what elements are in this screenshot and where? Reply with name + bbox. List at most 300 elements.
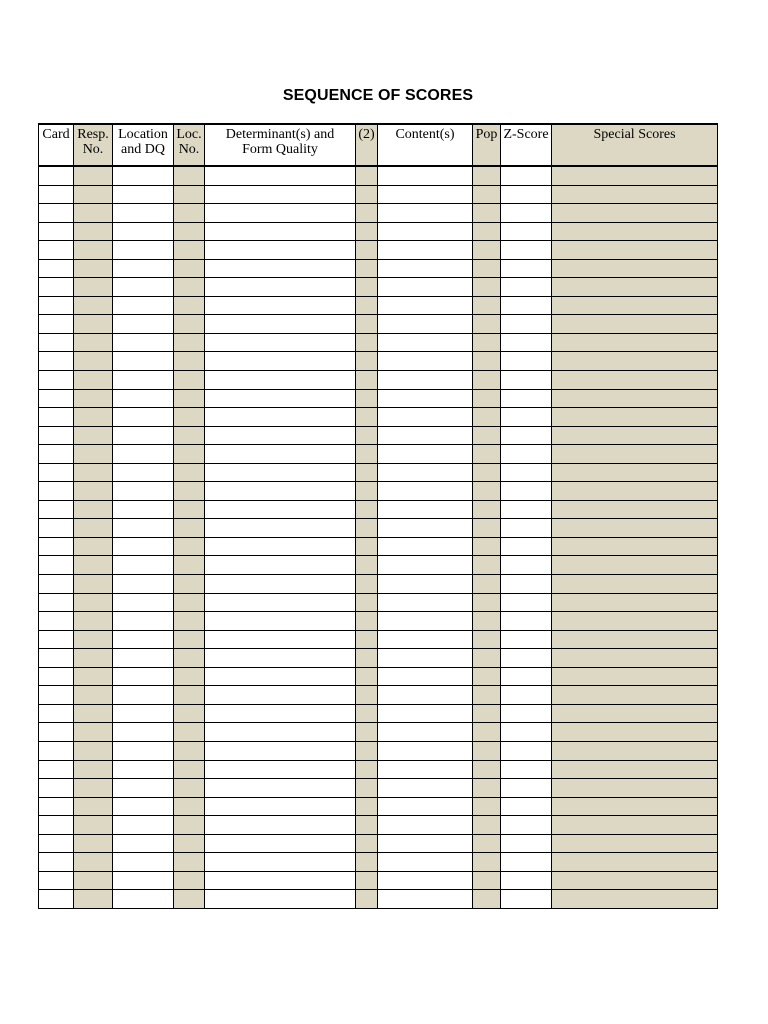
cell-location-dq[interactable] (113, 649, 174, 668)
cell-contents[interactable] (378, 816, 473, 835)
cell-loc-no[interactable] (174, 408, 205, 427)
cell-special-scores[interactable] (552, 185, 718, 204)
cell-determinants[interactable] (205, 630, 356, 649)
cell-loc-no[interactable] (174, 834, 205, 853)
cell-card[interactable] (39, 259, 74, 278)
cell-special-scores[interactable] (552, 352, 718, 371)
cell-loc-no[interactable] (174, 519, 205, 538)
cell-contents[interactable] (378, 575, 473, 594)
cell-pair[interactable] (356, 779, 378, 798)
cell-loc-no[interactable] (174, 575, 205, 594)
cell-z-score[interactable] (501, 797, 552, 816)
cell-z-score[interactable] (501, 890, 552, 909)
cell-pop[interactable] (473, 333, 501, 352)
cell-resp-no[interactable] (74, 686, 113, 705)
cell-resp-no[interactable] (74, 797, 113, 816)
cell-z-score[interactable] (501, 371, 552, 390)
cell-contents[interactable] (378, 667, 473, 686)
cell-determinants[interactable] (205, 222, 356, 241)
cell-location-dq[interactable] (113, 556, 174, 575)
cell-pop[interactable] (473, 649, 501, 668)
cell-determinants[interactable] (205, 185, 356, 204)
cell-loc-no[interactable] (174, 556, 205, 575)
cell-contents[interactable] (378, 371, 473, 390)
cell-resp-no[interactable] (74, 278, 113, 297)
cell-contents[interactable] (378, 890, 473, 909)
cell-pair[interactable] (356, 445, 378, 464)
cell-contents[interactable] (378, 612, 473, 631)
cell-card[interactable] (39, 575, 74, 594)
cell-pop[interactable] (473, 519, 501, 538)
cell-pop[interactable] (473, 593, 501, 612)
cell-z-score[interactable] (501, 834, 552, 853)
cell-location-dq[interactable] (113, 741, 174, 760)
cell-pair[interactable] (356, 890, 378, 909)
cell-pop[interactable] (473, 241, 501, 260)
cell-pair[interactable] (356, 630, 378, 649)
cell-contents[interactable] (378, 204, 473, 223)
cell-card[interactable] (39, 445, 74, 464)
cell-z-score[interactable] (501, 853, 552, 872)
cell-pair[interactable] (356, 612, 378, 631)
cell-resp-no[interactable] (74, 630, 113, 649)
cell-resp-no[interactable] (74, 519, 113, 538)
cell-z-score[interactable] (501, 556, 552, 575)
cell-location-dq[interactable] (113, 333, 174, 352)
cell-location-dq[interactable] (113, 593, 174, 612)
cell-pair[interactable] (356, 704, 378, 723)
cell-z-score[interactable] (501, 500, 552, 519)
cell-special-scores[interactable] (552, 333, 718, 352)
cell-special-scores[interactable] (552, 519, 718, 538)
cell-resp-no[interactable] (74, 834, 113, 853)
cell-resp-no[interactable] (74, 352, 113, 371)
cell-location-dq[interactable] (113, 630, 174, 649)
cell-determinants[interactable] (205, 593, 356, 612)
cell-resp-no[interactable] (74, 241, 113, 260)
cell-resp-no[interactable] (74, 389, 113, 408)
cell-loc-no[interactable] (174, 890, 205, 909)
cell-resp-no[interactable] (74, 482, 113, 501)
cell-pop[interactable] (473, 166, 501, 185)
cell-pair[interactable] (356, 222, 378, 241)
cell-special-scores[interactable] (552, 630, 718, 649)
cell-card[interactable] (39, 426, 74, 445)
cell-pair[interactable] (356, 575, 378, 594)
cell-pop[interactable] (473, 352, 501, 371)
cell-z-score[interactable] (501, 482, 552, 501)
cell-location-dq[interactable] (113, 463, 174, 482)
cell-pair[interactable] (356, 296, 378, 315)
cell-card[interactable] (39, 296, 74, 315)
cell-contents[interactable] (378, 741, 473, 760)
cell-loc-no[interactable] (174, 797, 205, 816)
cell-resp-no[interactable] (74, 296, 113, 315)
cell-z-score[interactable] (501, 185, 552, 204)
cell-special-scores[interactable] (552, 445, 718, 464)
cell-contents[interactable] (378, 315, 473, 334)
cell-contents[interactable] (378, 185, 473, 204)
cell-location-dq[interactable] (113, 686, 174, 705)
cell-pair[interactable] (356, 519, 378, 538)
cell-special-scores[interactable] (552, 649, 718, 668)
cell-contents[interactable] (378, 333, 473, 352)
cell-determinants[interactable] (205, 816, 356, 835)
cell-card[interactable] (39, 389, 74, 408)
cell-determinants[interactable] (205, 445, 356, 464)
cell-determinants[interactable] (205, 500, 356, 519)
cell-loc-no[interactable] (174, 241, 205, 260)
cell-determinants[interactable] (205, 296, 356, 315)
cell-pop[interactable] (473, 667, 501, 686)
cell-pair[interactable] (356, 463, 378, 482)
cell-card[interactable] (39, 500, 74, 519)
cell-pair[interactable] (356, 797, 378, 816)
cell-determinants[interactable] (205, 723, 356, 742)
cell-determinants[interactable] (205, 686, 356, 705)
cell-determinants[interactable] (205, 408, 356, 427)
cell-contents[interactable] (378, 853, 473, 872)
cell-special-scores[interactable] (552, 278, 718, 297)
cell-card[interactable] (39, 166, 74, 185)
cell-pop[interactable] (473, 426, 501, 445)
cell-location-dq[interactable] (113, 575, 174, 594)
cell-contents[interactable] (378, 779, 473, 798)
cell-contents[interactable] (378, 649, 473, 668)
cell-z-score[interactable] (501, 816, 552, 835)
cell-loc-no[interactable] (174, 315, 205, 334)
cell-contents[interactable] (378, 723, 473, 742)
cell-z-score[interactable] (501, 278, 552, 297)
cell-determinants[interactable] (205, 389, 356, 408)
cell-pair[interactable] (356, 760, 378, 779)
cell-pair[interactable] (356, 649, 378, 668)
cell-determinants[interactable] (205, 834, 356, 853)
cell-contents[interactable] (378, 630, 473, 649)
cell-z-score[interactable] (501, 723, 552, 742)
cell-special-scores[interactable] (552, 296, 718, 315)
cell-determinants[interactable] (205, 519, 356, 538)
cell-z-score[interactable] (501, 463, 552, 482)
cell-location-dq[interactable] (113, 760, 174, 779)
cell-z-score[interactable] (501, 333, 552, 352)
cell-pop[interactable] (473, 723, 501, 742)
cell-determinants[interactable] (205, 333, 356, 352)
cell-pair[interactable] (356, 500, 378, 519)
cell-determinants[interactable] (205, 853, 356, 872)
cell-card[interactable] (39, 408, 74, 427)
cell-location-dq[interactable] (113, 482, 174, 501)
cell-z-score[interactable] (501, 779, 552, 798)
cell-loc-no[interactable] (174, 166, 205, 185)
cell-contents[interactable] (378, 445, 473, 464)
cell-location-dq[interactable] (113, 315, 174, 334)
cell-card[interactable] (39, 556, 74, 575)
cell-card[interactable] (39, 779, 74, 798)
cell-pop[interactable] (473, 500, 501, 519)
cell-determinants[interactable] (205, 760, 356, 779)
cell-determinants[interactable] (205, 204, 356, 223)
cell-pop[interactable] (473, 408, 501, 427)
cell-location-dq[interactable] (113, 537, 174, 556)
cell-pair[interactable] (356, 667, 378, 686)
cell-loc-no[interactable] (174, 500, 205, 519)
cell-pop[interactable] (473, 741, 501, 760)
cell-special-scores[interactable] (552, 834, 718, 853)
cell-resp-no[interactable] (74, 315, 113, 334)
cell-contents[interactable] (378, 519, 473, 538)
cell-contents[interactable] (378, 593, 473, 612)
cell-pop[interactable] (473, 853, 501, 872)
cell-pop[interactable] (473, 834, 501, 853)
cell-location-dq[interactable] (113, 500, 174, 519)
cell-loc-no[interactable] (174, 686, 205, 705)
cell-location-dq[interactable] (113, 408, 174, 427)
cell-loc-no[interactable] (174, 259, 205, 278)
cell-resp-no[interactable] (74, 259, 113, 278)
cell-pair[interactable] (356, 723, 378, 742)
cell-pop[interactable] (473, 278, 501, 297)
cell-loc-no[interactable] (174, 278, 205, 297)
cell-special-scores[interactable] (552, 204, 718, 223)
cell-special-scores[interactable] (552, 853, 718, 872)
cell-contents[interactable] (378, 222, 473, 241)
cell-pop[interactable] (473, 797, 501, 816)
cell-determinants[interactable] (205, 166, 356, 185)
cell-loc-no[interactable] (174, 667, 205, 686)
cell-resp-no[interactable] (74, 816, 113, 835)
cell-pop[interactable] (473, 445, 501, 464)
cell-pair[interactable] (356, 593, 378, 612)
cell-location-dq[interactable] (113, 779, 174, 798)
cell-pop[interactable] (473, 463, 501, 482)
cell-location-dq[interactable] (113, 890, 174, 909)
cell-z-score[interactable] (501, 741, 552, 760)
cell-location-dq[interactable] (113, 816, 174, 835)
cell-pair[interactable] (356, 241, 378, 260)
cell-pop[interactable] (473, 296, 501, 315)
cell-pair[interactable] (356, 482, 378, 501)
cell-z-score[interactable] (501, 667, 552, 686)
cell-card[interactable] (39, 816, 74, 835)
cell-card[interactable] (39, 853, 74, 872)
cell-z-score[interactable] (501, 760, 552, 779)
cell-special-scores[interactable] (552, 463, 718, 482)
cell-special-scores[interactable] (552, 371, 718, 390)
cell-pop[interactable] (473, 259, 501, 278)
cell-loc-no[interactable] (174, 779, 205, 798)
cell-card[interactable] (39, 612, 74, 631)
cell-pair[interactable] (356, 185, 378, 204)
cell-loc-no[interactable] (174, 426, 205, 445)
cell-pop[interactable] (473, 537, 501, 556)
cell-card[interactable] (39, 241, 74, 260)
cell-pop[interactable] (473, 315, 501, 334)
cell-contents[interactable] (378, 797, 473, 816)
cell-determinants[interactable] (205, 890, 356, 909)
cell-loc-no[interactable] (174, 537, 205, 556)
cell-pop[interactable] (473, 185, 501, 204)
cell-location-dq[interactable] (113, 278, 174, 297)
cell-location-dq[interactable] (113, 296, 174, 315)
cell-card[interactable] (39, 630, 74, 649)
cell-loc-no[interactable] (174, 816, 205, 835)
cell-location-dq[interactable] (113, 723, 174, 742)
cell-resp-no[interactable] (74, 649, 113, 668)
cell-special-scores[interactable] (552, 166, 718, 185)
cell-special-scores[interactable] (552, 890, 718, 909)
cell-special-scores[interactable] (552, 389, 718, 408)
cell-special-scores[interactable] (552, 704, 718, 723)
cell-location-dq[interactable] (113, 241, 174, 260)
cell-pair[interactable] (356, 204, 378, 223)
cell-location-dq[interactable] (113, 222, 174, 241)
cell-determinants[interactable] (205, 649, 356, 668)
cell-resp-no[interactable] (74, 723, 113, 742)
cell-resp-no[interactable] (74, 853, 113, 872)
cell-loc-no[interactable] (174, 612, 205, 631)
cell-special-scores[interactable] (552, 686, 718, 705)
cell-loc-no[interactable] (174, 185, 205, 204)
cell-contents[interactable] (378, 482, 473, 501)
cell-z-score[interactable] (501, 166, 552, 185)
cell-card[interactable] (39, 834, 74, 853)
cell-determinants[interactable] (205, 537, 356, 556)
cell-location-dq[interactable] (113, 352, 174, 371)
cell-loc-no[interactable] (174, 593, 205, 612)
cell-resp-no[interactable] (74, 760, 113, 779)
cell-location-dq[interactable] (113, 371, 174, 390)
cell-special-scores[interactable] (552, 797, 718, 816)
cell-special-scores[interactable] (552, 241, 718, 260)
cell-resp-no[interactable] (74, 741, 113, 760)
cell-resp-no[interactable] (74, 575, 113, 594)
cell-special-scores[interactable] (552, 537, 718, 556)
cell-special-scores[interactable] (552, 556, 718, 575)
cell-determinants[interactable] (205, 315, 356, 334)
cell-pair[interactable] (356, 333, 378, 352)
cell-special-scores[interactable] (552, 500, 718, 519)
cell-pop[interactable] (473, 704, 501, 723)
cell-special-scores[interactable] (552, 760, 718, 779)
cell-card[interactable] (39, 482, 74, 501)
cell-card[interactable] (39, 667, 74, 686)
cell-z-score[interactable] (501, 426, 552, 445)
cell-pair[interactable] (356, 371, 378, 390)
cell-special-scores[interactable] (552, 482, 718, 501)
cell-pop[interactable] (473, 816, 501, 835)
cell-location-dq[interactable] (113, 445, 174, 464)
cell-pop[interactable] (473, 204, 501, 223)
cell-card[interactable] (39, 278, 74, 297)
cell-resp-no[interactable] (74, 667, 113, 686)
cell-special-scores[interactable] (552, 575, 718, 594)
cell-determinants[interactable] (205, 667, 356, 686)
cell-z-score[interactable] (501, 204, 552, 223)
cell-loc-no[interactable] (174, 333, 205, 352)
cell-loc-no[interactable] (174, 741, 205, 760)
cell-determinants[interactable] (205, 352, 356, 371)
cell-resp-no[interactable] (74, 890, 113, 909)
cell-loc-no[interactable] (174, 704, 205, 723)
cell-loc-no[interactable] (174, 482, 205, 501)
cell-resp-no[interactable] (74, 779, 113, 798)
cell-loc-no[interactable] (174, 389, 205, 408)
cell-contents[interactable] (378, 500, 473, 519)
cell-loc-no[interactable] (174, 649, 205, 668)
cell-resp-no[interactable] (74, 556, 113, 575)
cell-contents[interactable] (378, 760, 473, 779)
cell-contents[interactable] (378, 296, 473, 315)
cell-pair[interactable] (356, 816, 378, 835)
cell-resp-no[interactable] (74, 185, 113, 204)
cell-z-score[interactable] (501, 593, 552, 612)
cell-determinants[interactable] (205, 556, 356, 575)
cell-resp-no[interactable] (74, 371, 113, 390)
cell-resp-no[interactable] (74, 593, 113, 612)
cell-z-score[interactable] (501, 241, 552, 260)
cell-pair[interactable] (356, 389, 378, 408)
cell-loc-no[interactable] (174, 371, 205, 390)
cell-card[interactable] (39, 797, 74, 816)
cell-pop[interactable] (473, 686, 501, 705)
cell-card[interactable] (39, 352, 74, 371)
cell-loc-no[interactable] (174, 760, 205, 779)
cell-z-score[interactable] (501, 704, 552, 723)
cell-z-score[interactable] (501, 612, 552, 631)
cell-loc-no[interactable] (174, 853, 205, 872)
cell-card[interactable] (39, 315, 74, 334)
cell-special-scores[interactable] (552, 667, 718, 686)
cell-location-dq[interactable] (113, 853, 174, 872)
cell-z-score[interactable] (501, 686, 552, 705)
cell-contents[interactable] (378, 686, 473, 705)
cell-pair[interactable] (356, 352, 378, 371)
cell-resp-no[interactable] (74, 166, 113, 185)
cell-location-dq[interactable] (113, 612, 174, 631)
cell-pop[interactable] (473, 630, 501, 649)
cell-z-score[interactable] (501, 408, 552, 427)
cell-z-score[interactable] (501, 649, 552, 668)
cell-z-score[interactable] (501, 537, 552, 556)
cell-location-dq[interactable] (113, 871, 174, 890)
cell-pair[interactable] (356, 259, 378, 278)
cell-z-score[interactable] (501, 575, 552, 594)
cell-z-score[interactable] (501, 315, 552, 334)
cell-resp-no[interactable] (74, 333, 113, 352)
cell-z-score[interactable] (501, 296, 552, 315)
cell-determinants[interactable] (205, 371, 356, 390)
cell-loc-no[interactable] (174, 723, 205, 742)
cell-location-dq[interactable] (113, 204, 174, 223)
cell-card[interactable] (39, 204, 74, 223)
cell-pair[interactable] (356, 426, 378, 445)
cell-pair[interactable] (356, 556, 378, 575)
cell-card[interactable] (39, 741, 74, 760)
cell-pair[interactable] (356, 686, 378, 705)
cell-card[interactable] (39, 537, 74, 556)
cell-loc-no[interactable] (174, 296, 205, 315)
cell-location-dq[interactable] (113, 667, 174, 686)
cell-z-score[interactable] (501, 519, 552, 538)
cell-pop[interactable] (473, 779, 501, 798)
cell-special-scores[interactable] (552, 871, 718, 890)
cell-z-score[interactable] (501, 259, 552, 278)
cell-pair[interactable] (356, 853, 378, 872)
cell-contents[interactable] (378, 389, 473, 408)
cell-pop[interactable] (473, 575, 501, 594)
cell-special-scores[interactable] (552, 741, 718, 760)
